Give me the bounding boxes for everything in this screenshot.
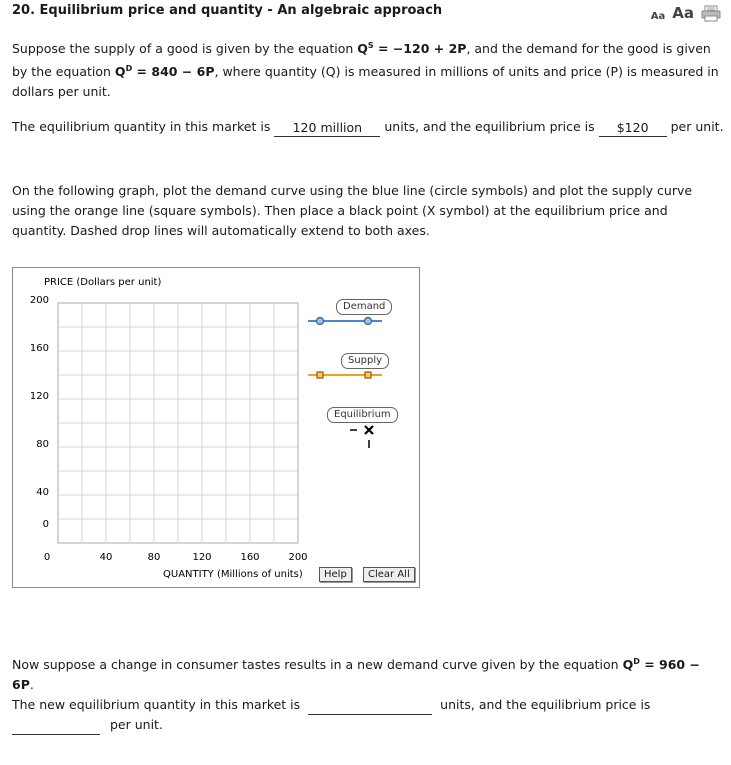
intro-text-2: , and the demand for the good is given by the equation bbox=[12, 41, 711, 80]
new-equilibrium-price-field[interactable] bbox=[12, 717, 100, 735]
graph-instructions: On the following graph, plot the demand curve using the blue line (circle symbols) and plot the supply curve using the orange line (square symbols). Then place a black point (X symbol) at the equilibrium price and quantity. Dashed drop lines will automatically extend to both axes. bbox=[12, 183, 693, 238]
graph-svg bbox=[13, 268, 419, 587]
new-demand-equation: $Q^D = 960 - 6P$ bbox=[12, 657, 700, 693]
demand-label[interactable]: Demand bbox=[336, 299, 392, 315]
y-tick-label: 80 bbox=[36, 439, 49, 450]
font-increase-button[interactable]: Aa bbox=[672, 4, 694, 22]
x-tick-label: 200 bbox=[288, 552, 308, 563]
change-question: Now suppose a change in consumer tastes results in a new demand curve given by the equation $Q^D = 960 - 6P$. The new equilibrium quantity in this market is units, and the equilibrium price is per unit. bbox=[12, 652, 724, 735]
x-tick-labels bbox=[44, 552, 308, 563]
x-tick-label: 120 bbox=[192, 552, 212, 563]
equilibrium-tool[interactable] bbox=[350, 426, 373, 448]
x-tick-label: 160 bbox=[240, 552, 260, 563]
supply-label[interactable]: Supply bbox=[341, 353, 389, 369]
supply-equation: $Q^S = -120 + 2P$ bbox=[357, 41, 467, 57]
equilibrium-question: The equilibrium quantity in this market is 120 million units, and the equilibrium price is $120 per unit. bbox=[12, 119, 724, 135]
help-button[interactable]: Help bbox=[319, 567, 352, 582]
print-icon[interactable] bbox=[701, 5, 721, 22]
equilibrium-price-field[interactable]: $120 bbox=[599, 119, 667, 137]
x-tick-label: 0 bbox=[43, 552, 51, 563]
demand-circle-icon[interactable] bbox=[317, 318, 324, 325]
y-tick-label: 200 bbox=[29, 295, 49, 306]
demand-circle-icon[interactable] bbox=[365, 318, 372, 325]
x-axis-title: QUANTITY (Millions of units) bbox=[163, 569, 303, 580]
y-tick-label: 160 bbox=[29, 343, 49, 354]
demand-tool[interactable] bbox=[308, 318, 382, 325]
clear-all-button[interactable]: Clear All bbox=[363, 567, 415, 582]
intro-text-1: Suppose the supply of a good is given by the equation bbox=[12, 41, 358, 57]
demand-equation: $Q^D = 840 - 6P$ bbox=[114, 64, 215, 80]
x-tick-label: 40 bbox=[99, 552, 113, 563]
intro-text-3: , where quantity (Q) is measured in millions of units and price (P) is measured in dollars per unit. bbox=[12, 64, 719, 100]
font-decrease-button[interactable]: Aa bbox=[650, 11, 666, 22]
equilibrium-x-icon[interactable] bbox=[365, 426, 373, 434]
equilibrium-quantity-field[interactable]: 120 million bbox=[274, 119, 380, 137]
x-tick-label: 80 bbox=[147, 552, 161, 563]
supply-tool[interactable] bbox=[308, 372, 382, 378]
question-title: 20. Equilibrium price and quantity - An algebraic approach bbox=[12, 3, 443, 18]
equilibrium-label[interactable]: Equilibrium bbox=[327, 407, 398, 423]
y-axis-title: PRICE (Dollars per unit) bbox=[44, 277, 162, 288]
y-tick-label: 120 bbox=[29, 391, 49, 402]
font-controls bbox=[651, 4, 721, 22]
graph-panel bbox=[12, 267, 420, 588]
y-tick-labels bbox=[30, 295, 49, 530]
supply-square-icon[interactable] bbox=[365, 372, 371, 378]
y-tick-label: 40 bbox=[36, 487, 49, 498]
new-equilibrium-quantity-field[interactable] bbox=[308, 697, 432, 715]
supply-square-icon[interactable] bbox=[317, 372, 323, 378]
intro-paragraph bbox=[12, 36, 724, 102]
y-tick-label: 0 bbox=[42, 519, 49, 530]
